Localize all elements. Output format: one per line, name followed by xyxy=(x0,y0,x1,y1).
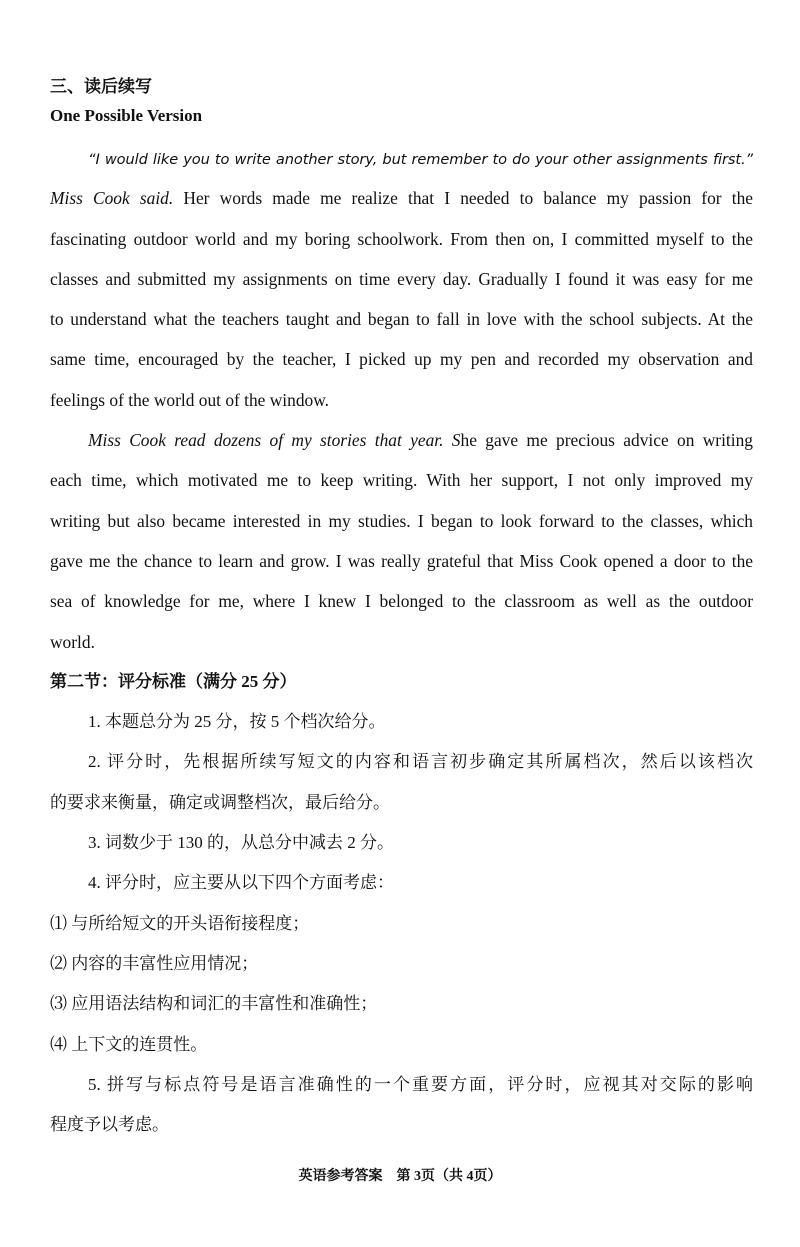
scoring-line: ⑴ 与所给短文的开头语衔接程度； xyxy=(50,913,310,933)
passage-line: Miss Cook said. Her words made me realize that I needed to balance my passion for the xyxy=(50,188,753,209)
scoring-line: ⑷ 上下文的连贯性。 xyxy=(50,1034,208,1054)
scoring-line: 程度予以考虑。 xyxy=(50,1115,169,1135)
passage-line: each time, which motivated me to keep writing. With her support, I not only improved my xyxy=(50,470,753,491)
scoring-line: 4. 评分时，应主要从以下四个方面考虑： xyxy=(88,873,394,893)
passage-line: classes and submitted my assignments on time every day. Gradually I found it was easy for me xyxy=(50,268,753,289)
scoring-line: 5. 拼写与标点符号是语言准确性的一个重要方面，评分时，应视其对交际的影响 xyxy=(88,1074,753,1094)
page-footer: 英语参考答案 第 3页（共 4页） xyxy=(298,1169,502,1184)
scoring-line: ⑵ 内容的丰富性应用情况； xyxy=(50,953,259,973)
passage-line: to understand what the teachers taught and began to fall in love with the school subjects. At the xyxy=(50,309,753,330)
passage-line: feelings of the world out of the window. xyxy=(50,389,329,410)
passage-line: gave me the chance to learn and grow. I was really grateful that Miss Cook opened a door to the xyxy=(50,550,753,571)
passage-line: fascinating outdoor world and my boring schoolwork. From then on, I committed myself to the xyxy=(50,228,753,249)
passage-line: world. xyxy=(50,631,95,652)
scoring-line: 的要求来衡量，确定或调整档次，最后给分。 xyxy=(50,792,390,812)
section-heading: 三、读后续写 xyxy=(50,77,152,96)
passage-line: “I would like you to write another story, but remember to do your other assignments first.” xyxy=(88,151,753,168)
scoring-line: 1. 本题总分为 25 分，按 5 个档次给分。 xyxy=(88,712,386,732)
passage-line: Miss Cook read dozens of my stories that year. She gave me precious advice on writing xyxy=(88,430,753,451)
passage-line: same time, encouraged by the teacher, I picked up my pen and recorded my observation and xyxy=(50,349,753,370)
scoring-line: 3. 词数少于 130 的，从总分中减去 2 分。 xyxy=(88,833,394,853)
scoring-heading: 第二节：评分标准（满分 25 分） xyxy=(50,671,297,691)
passage-line: writing but also became interested in my studies. I began to look forward to the classes, which xyxy=(50,510,753,531)
passage-line: sea of knowledge for me, where I knew I belonged to the classroom as well as the outdoor xyxy=(50,591,753,612)
scoring-line: ⑶ 应用语法结构和词汇的丰富性和准确性； xyxy=(50,994,378,1014)
version-title: One Possible Version xyxy=(50,106,203,125)
scoring-line: 2. 评分时，先根据所续写短文的内容和语言初步确定其所属档次，然后以该档次 xyxy=(88,752,753,772)
document-body xyxy=(50,138,753,1145)
